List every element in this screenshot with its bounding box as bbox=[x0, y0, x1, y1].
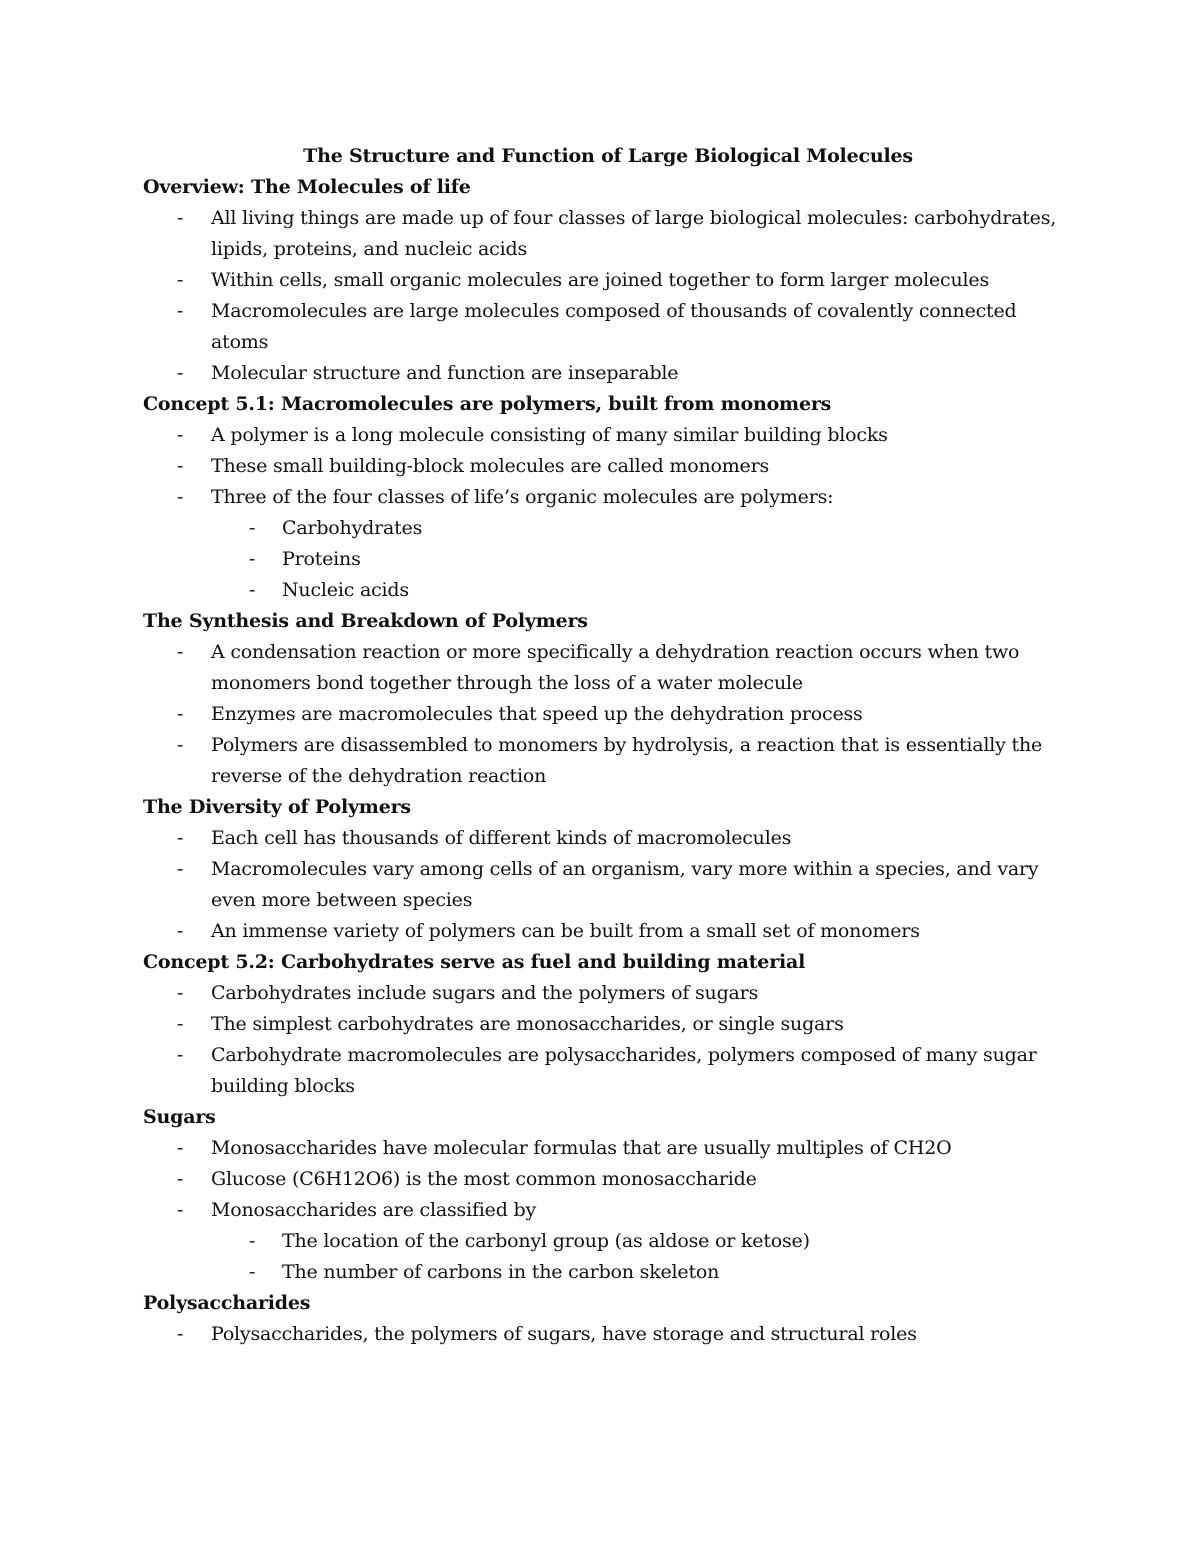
list-item: - These small building-block molecules are called monomers bbox=[143, 451, 1073, 482]
section-heading-concept-5-2: Concept 5.2: Carbohydrates serve as fuel and building material bbox=[143, 951, 806, 973]
section-list-concept-5-2 bbox=[143, 978, 1073, 1102]
list-item: - The simplest carbohydrates are monosaccharides, or single sugars bbox=[143, 1009, 1073, 1040]
document-body bbox=[143, 141, 1073, 1350]
section-heading-synthesis-breakdown: The Synthesis and Breakdown of Polymers bbox=[143, 610, 588, 632]
list-item: - Polysaccharides, the polymers of sugars, have storage and structural roles bbox=[143, 1319, 1073, 1350]
sub-list-item: - Carbohydrates bbox=[143, 513, 1073, 544]
list-item: - Macromolecules are large molecules composed of thousands of covalently connected atoms bbox=[143, 296, 1073, 358]
document-title: The Structure and Function of Large Biological Molecules bbox=[303, 145, 913, 167]
sub-list-item: - The number of carbons in the carbon skeleton bbox=[143, 1257, 1073, 1288]
list-item: - Polymers are disassembled to monomers by hydrolysis, a reaction that is essentially the reverse of the dehydration reaction bbox=[143, 730, 1073, 792]
list-item: - Carbohydrate macromolecules are polysaccharides, polymers composed of many sugar building blocks bbox=[143, 1040, 1073, 1102]
section-heading-polysaccharides: Polysaccharides bbox=[143, 1292, 311, 1314]
sub-list-item: - The location of the carbonyl group (as aldose or ketose) bbox=[143, 1226, 1073, 1257]
list-item: - Carbohydrates include sugars and the polymers of sugars bbox=[143, 978, 1073, 1009]
section-heading-diversity: The Diversity of Polymers bbox=[143, 796, 411, 818]
list-item: - Molecular structure and function are inseparable bbox=[143, 358, 1073, 389]
section-list-synthesis-breakdown bbox=[143, 637, 1073, 792]
list-item: - Monosaccharides have molecular formulas that are usually multiples of CH2O bbox=[143, 1133, 1073, 1164]
list-item: - Enzymes are macromolecules that speed up the dehydration process bbox=[143, 699, 1073, 730]
section-list-overview bbox=[143, 203, 1073, 389]
sub-list-item: - Nucleic acids bbox=[143, 575, 1073, 606]
sub-list-item: - Proteins bbox=[143, 544, 1073, 575]
list-item: - A polymer is a long molecule consisting of many similar building blocks bbox=[143, 420, 1073, 451]
list-item: - An immense variety of polymers can be built from a small set of monomers bbox=[143, 916, 1073, 947]
list-item: - Macromolecules vary among cells of an organism, vary more within a species, and vary even more between species bbox=[143, 854, 1073, 916]
section-heading-sugars: Sugars bbox=[143, 1106, 216, 1128]
section-list-diversity bbox=[143, 823, 1073, 947]
list-item: - Glucose (C6H12O6) is the most common monosaccharide bbox=[143, 1164, 1073, 1195]
section-list-polysaccharides bbox=[143, 1319, 1073, 1350]
sub-list-polymer-classes bbox=[143, 513, 1073, 606]
list-item: - A condensation reaction or more specifically a dehydration reaction occurs when two monomers bond together through the loss of a water molecule bbox=[143, 637, 1073, 699]
list-item: - All living things are made up of four classes of large biological molecules: carbohydrates, lipids, proteins, and nucleic acids bbox=[143, 203, 1073, 265]
list-item: - Three of the four classes of life’s organic molecules are polymers: bbox=[143, 482, 1073, 513]
list-item: - Within cells, small organic molecules are joined together to form larger molecules bbox=[143, 265, 1073, 296]
list-item: - Each cell has thousands of different kinds of macromolecules bbox=[143, 823, 1073, 854]
section-heading-overview: Overview: The Molecules of life bbox=[143, 176, 471, 198]
sub-list-classification bbox=[143, 1226, 1073, 1288]
list-item: - Monosaccharides are classified by bbox=[143, 1195, 1073, 1226]
section-heading-concept-5-1: Concept 5.1: Macromolecules are polymers, built from monomers bbox=[143, 393, 832, 415]
section-list-sugars bbox=[143, 1133, 1073, 1226]
section-list-concept-5-1 bbox=[143, 420, 1073, 513]
